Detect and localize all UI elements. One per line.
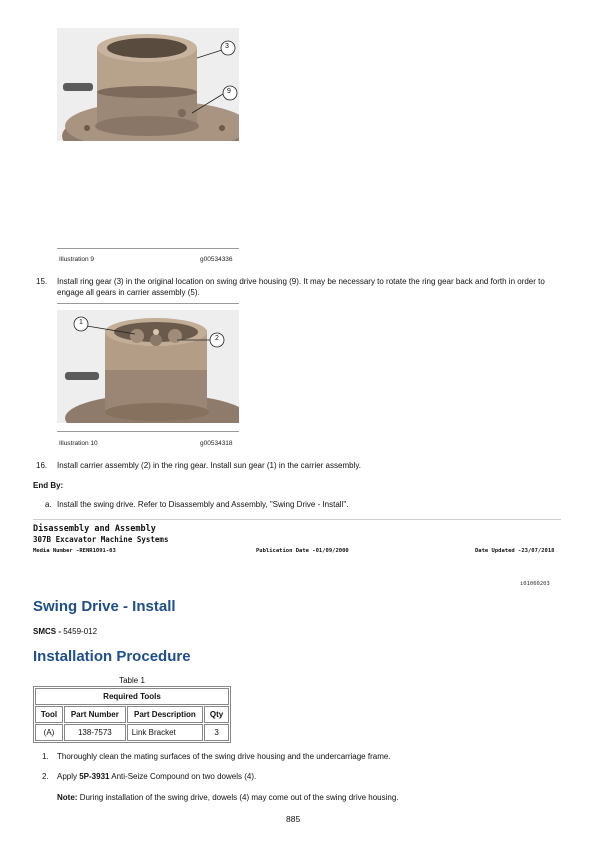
note bbox=[57, 792, 557, 803]
illustration-10-rule bbox=[57, 431, 239, 432]
note-text: During installation of the swing drive, dowels (4) may come out of the swing drive housing. bbox=[79, 793, 399, 802]
table-cell: Link Bracket bbox=[127, 724, 203, 741]
step-1-number: 1. bbox=[42, 752, 49, 761]
page-number: 885 bbox=[286, 814, 301, 824]
publication-date: Publication Date -01/09/2000 bbox=[256, 548, 349, 554]
step-15-text: Install ring gear (3) in the original location on swing drive housing (9). It may be necessary to rotate the ring gear back and forth in order to engage all gears in carrier assembly (5). bbox=[57, 277, 545, 297]
step-2-text-post: Anti-Seize Compound on two dowels (4). bbox=[109, 772, 257, 781]
step-16-number: 16. bbox=[36, 461, 48, 470]
illustration-9-photo bbox=[57, 28, 239, 141]
column-header: Part Number bbox=[64, 706, 126, 723]
note-label: Note: bbox=[57, 793, 78, 802]
end-by-item-number: a. bbox=[45, 500, 52, 509]
table-cell: 3 bbox=[204, 724, 229, 741]
end-by-item-text: Install the swing drive. Refer to Disassembly and Assembly, "Swing Drive - Install". bbox=[57, 500, 349, 509]
required-tools-table bbox=[33, 686, 231, 743]
column-header: Qty bbox=[204, 706, 229, 723]
end-by-label: End By: bbox=[33, 481, 64, 490]
document-id: i01060203 bbox=[520, 581, 550, 587]
step-2-number: 2. bbox=[42, 772, 49, 781]
table-caption: Table 1 bbox=[119, 676, 145, 685]
table-cell: (A) bbox=[35, 724, 63, 741]
step-1-text: Thoroughly clean the mating surfaces of the swing drive housing and the undercarriage frame. bbox=[57, 752, 391, 761]
illustration-9-code: g00534336 bbox=[200, 256, 233, 263]
doc-subtitle: 307B Excavator Machine Systems bbox=[33, 535, 169, 544]
smcs-value: 5459-012 bbox=[63, 627, 98, 636]
step-16-text: Install carrier assembly (2) in the ring gear. Install sun gear (1) in the carrier assembly. bbox=[57, 461, 361, 470]
media-number: Media Number -RENR1091-03 bbox=[33, 548, 116, 554]
illustration-10-top-rule bbox=[57, 303, 239, 304]
date-updated: Date Updated -23/07/2018 bbox=[475, 548, 555, 554]
callout-2: 2 bbox=[215, 335, 219, 342]
illustration-9-rule bbox=[57, 248, 239, 249]
illustration-10-label: Illustration 10 bbox=[59, 440, 98, 447]
step-2-text bbox=[57, 771, 557, 782]
illustration-10-photo bbox=[57, 310, 239, 423]
illustration-9-label: Illustration 9 bbox=[59, 256, 95, 263]
section-title: Swing Drive - Install bbox=[33, 598, 176, 615]
table-row bbox=[35, 724, 229, 741]
section-divider bbox=[33, 519, 561, 520]
procedure-title: Installation Procedure bbox=[33, 648, 191, 665]
callout-3: 3 bbox=[225, 43, 229, 50]
step-2-text-pre: Apply bbox=[57, 772, 80, 781]
column-header: Part Description bbox=[127, 706, 203, 723]
smcs-label: SMCS - bbox=[33, 627, 61, 636]
table-cell: 138-7573 bbox=[64, 724, 126, 741]
smcs-line bbox=[33, 627, 97, 636]
callout-1: 1 bbox=[79, 319, 83, 326]
part-number: 5P-3931 bbox=[79, 772, 110, 781]
step-15-number: 15. bbox=[36, 277, 48, 286]
table-header: Required Tools bbox=[35, 688, 229, 705]
column-header: Tool bbox=[35, 706, 63, 723]
illustration-10-code: g00534318 bbox=[200, 440, 233, 447]
callout-9: 9 bbox=[227, 88, 231, 95]
doc-title: Disassembly and Assembly bbox=[33, 524, 156, 534]
